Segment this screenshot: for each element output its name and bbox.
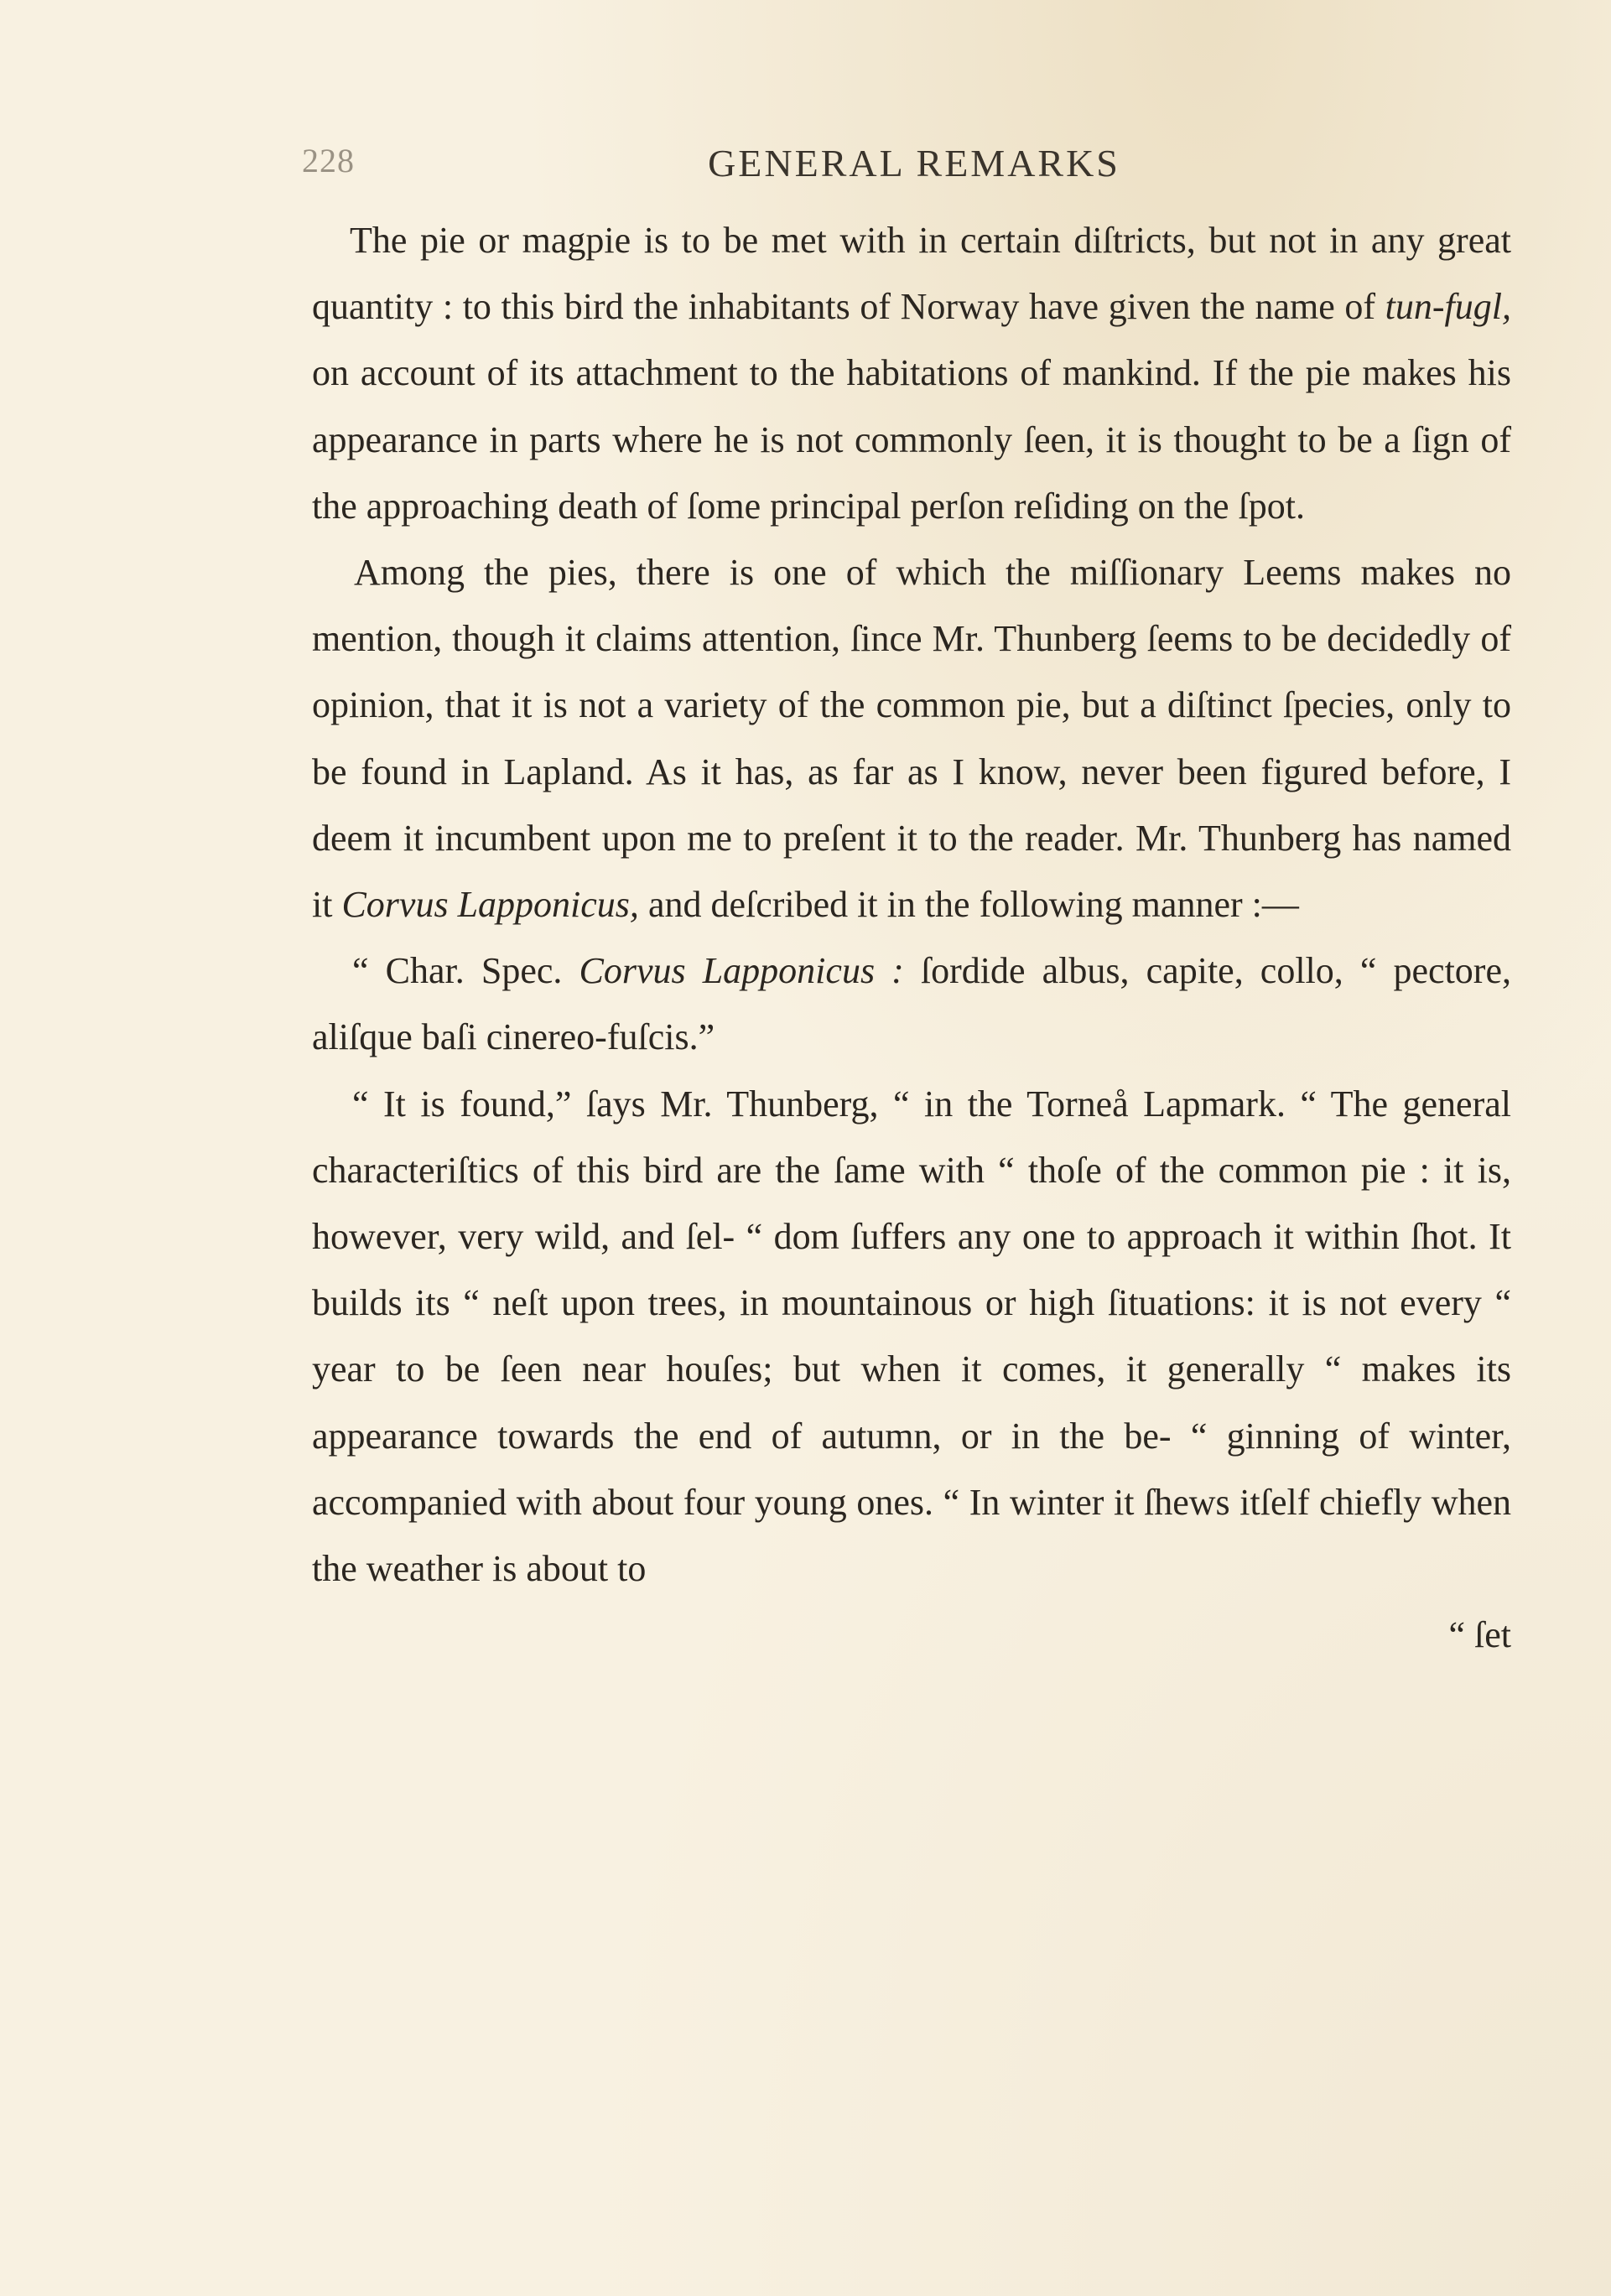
text-segment: ſordide albus, capite, collo, “ pectore, aliſque baſi cinereo-fuſcis.” xyxy=(312,950,1511,1058)
paragraph-char-spec xyxy=(312,938,1511,1070)
paragraph-magpie xyxy=(312,207,1511,539)
paragraph-corvus-lapponicus xyxy=(312,539,1511,938)
italic-term: Corvus Lapponicus : xyxy=(579,950,904,992)
page-number: 228 xyxy=(302,142,355,179)
body-text xyxy=(312,207,1511,1668)
text-segment: on account of its attachment to the habitations of mankind. If the pie makes his appearance in parts where he is not commonly ſeen, it is thought to be a ſign of the approaching death of ſome principal perſon reſiding on the ſpot. xyxy=(312,352,1511,527)
running-title: GENERAL REMARKS xyxy=(708,142,1120,184)
text-segment: The pie or magpie is to be met with in certain diſtricts, but not in any great quantity : to this bird the inhabitants of Norway have given the name of xyxy=(312,220,1511,328)
text-segment: and deſcribed it in the following manner :— xyxy=(638,884,1299,926)
text-segment: Among the pies, there is one of which the miſſionary Leems makes no mention, though it claims attention, ſince Mr. Thunberg ſeems to be decidedly of opinion, that it is not a variety of the common pie, but a diſtinct ſpecies, only to be found in Lapland. As it has, as far as I know, never been figured before, I deem it incumbent upon me to preſent it to the reader. Mr. Thunberg has named it xyxy=(312,552,1511,926)
text-segment: “ Char. Spec. xyxy=(352,950,579,992)
catchword: “ ſet xyxy=(1448,1614,1511,1656)
italic-term: tun-fugl, xyxy=(1385,286,1511,328)
italic-term: Corvus Lapponicus, xyxy=(341,884,639,926)
text-segment: “ It is found,” ſays Mr. Thunberg, “ in the Torneå Lapmark. “ The general characteriſtics of this bird are the ſame with “ thoſe of the common pie : it is, however, very wild, and ſel- “ dom ſuffers any one to approach it within ſhot. It builds its “ neſt upon trees, in mountainous or high ſituations: it is not every “ year to be ſeen near houſes; but when it comes, it generally “ makes its appearance towards the end of autumn, or in the be- “ ginning of winter, accompanied with about four young ones. “ In winter it ſhews itſelf chiefly when the weather is about to xyxy=(312,1083,1511,1590)
running-head xyxy=(302,141,1526,191)
paragraph-thunberg-quote xyxy=(312,1071,1511,1603)
